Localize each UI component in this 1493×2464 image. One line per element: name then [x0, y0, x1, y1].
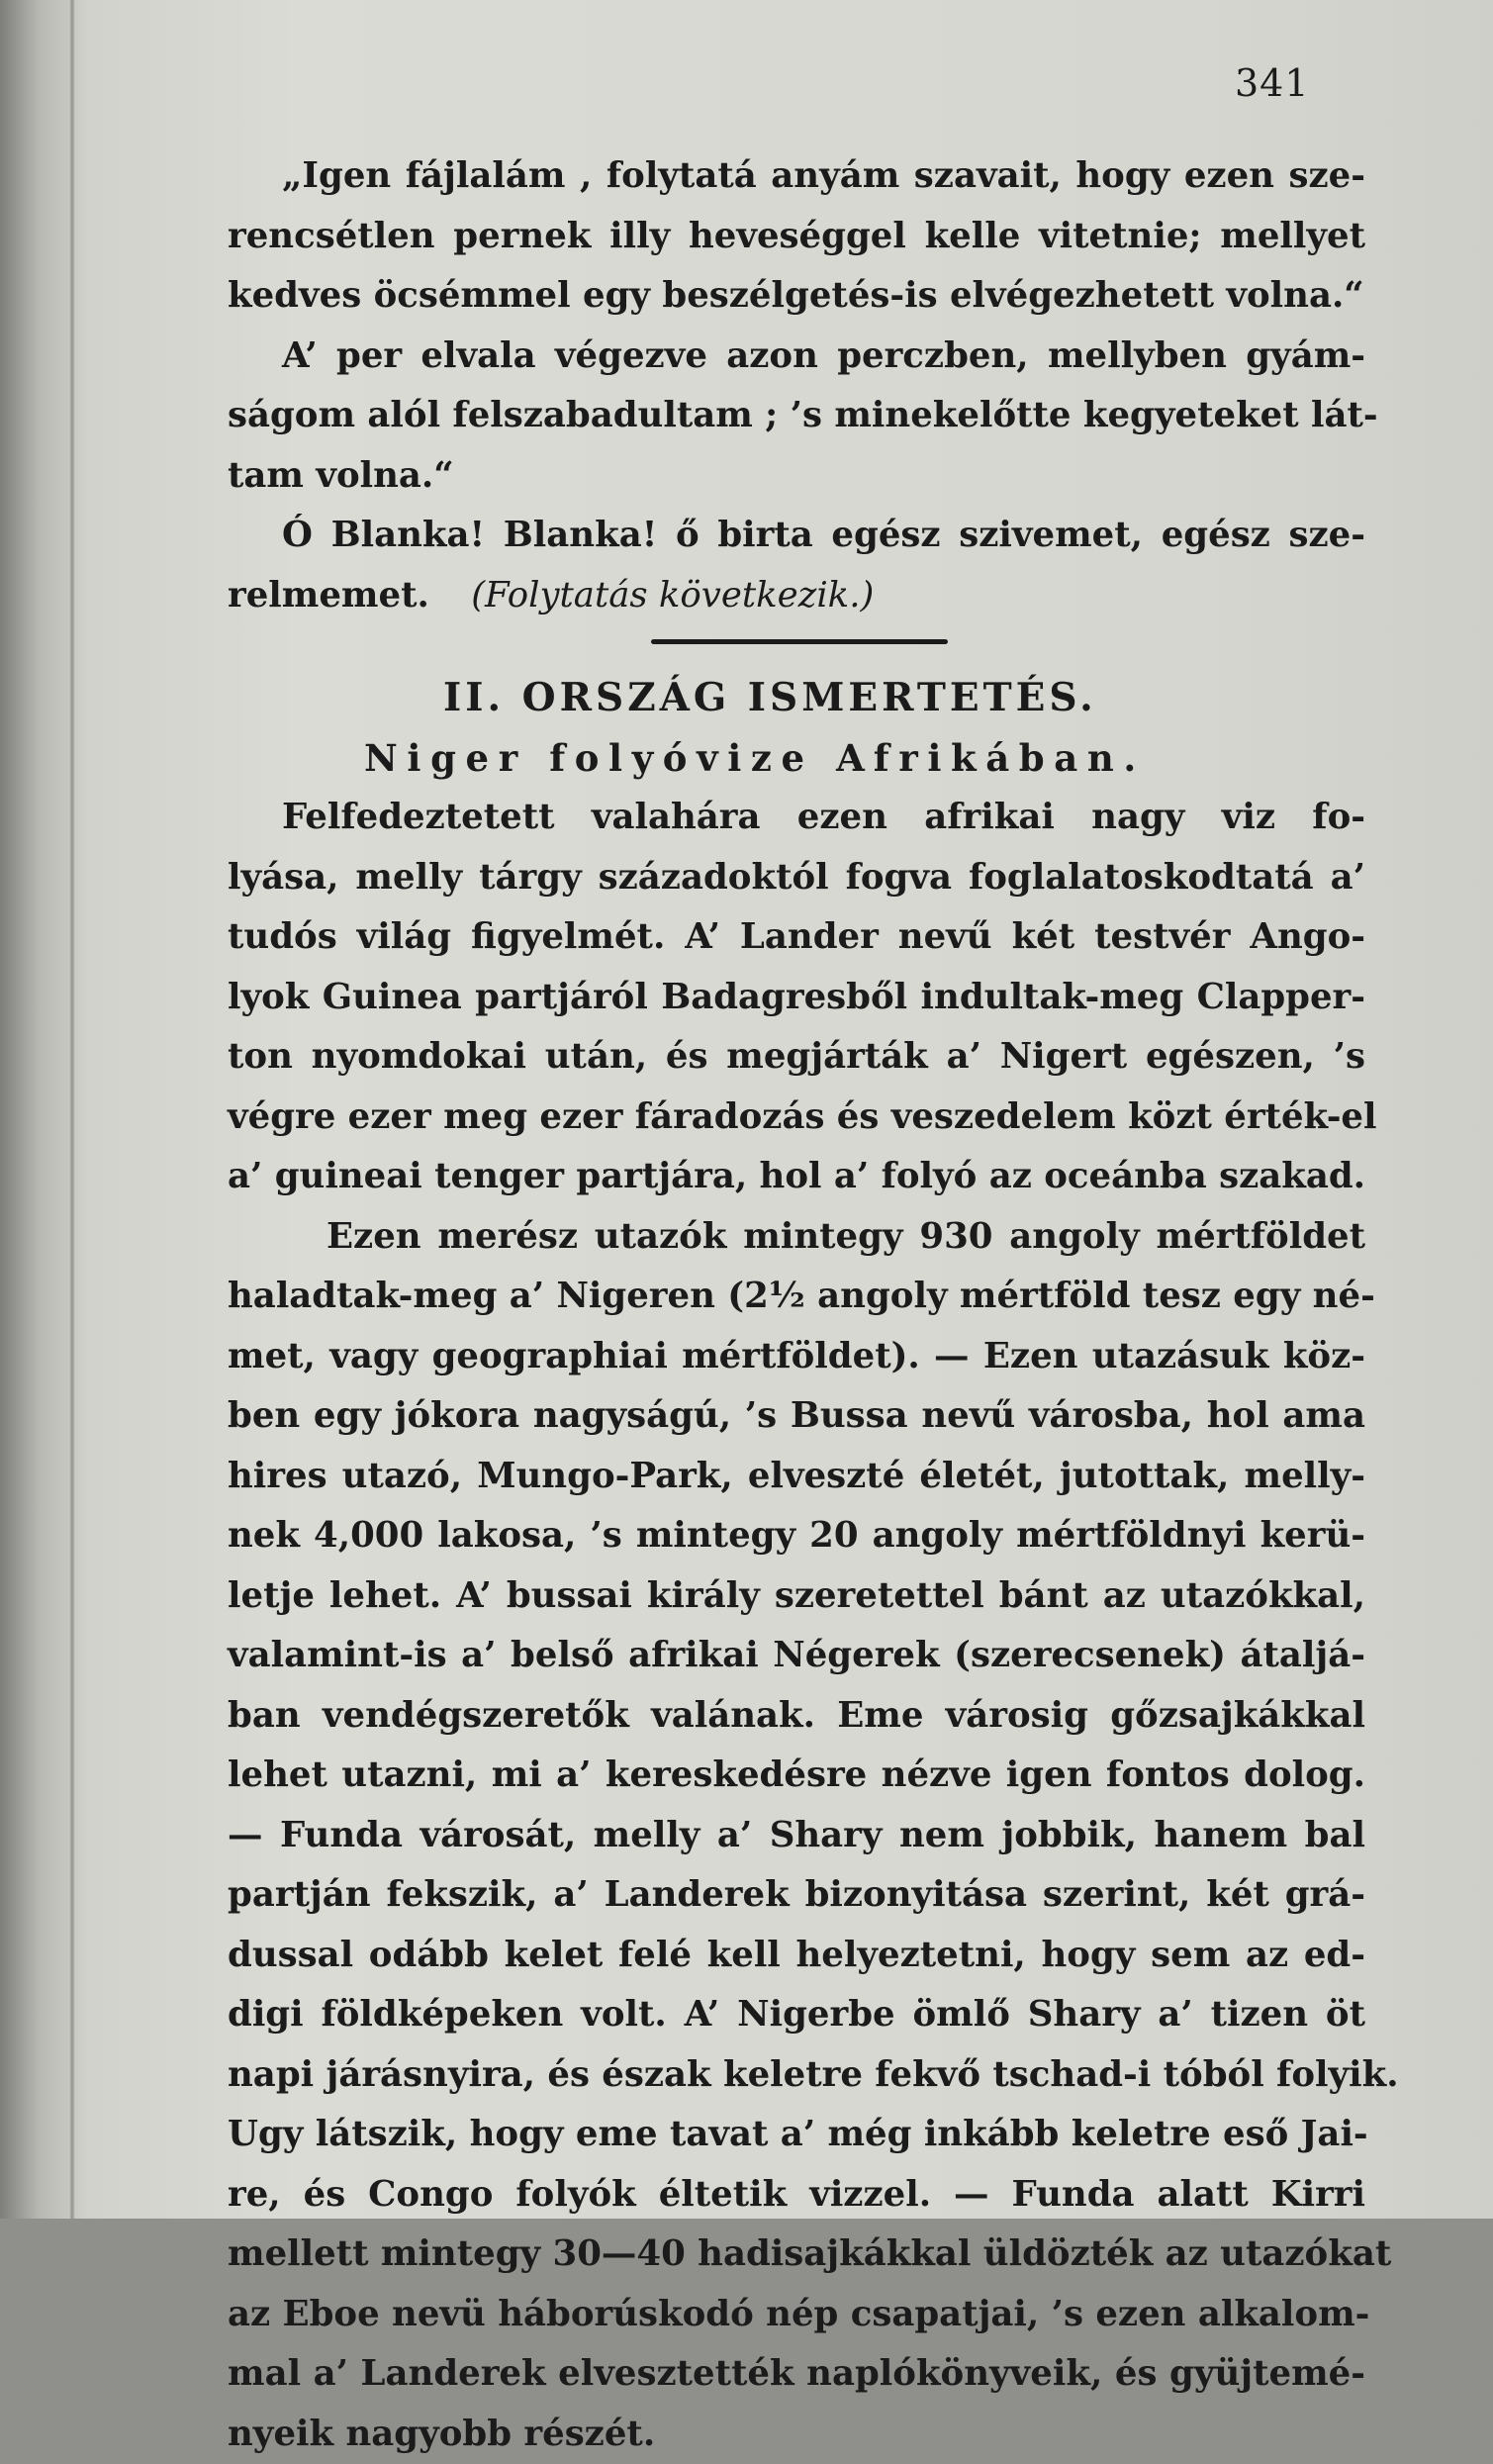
text-line: napi járásnyira, és észak keletre fekvő tschad-i tóból folyik.: [228, 2045, 1365, 2106]
text-line: A’ per elvala végezve azon perczben, mellyben gyám-: [228, 327, 1365, 387]
text-line: hires utazó, Mungo-Park, elveszté életét, jutottak, melly-: [228, 1447, 1365, 1507]
text-line: ságom alól felszabadultam ; ’s minekelőtte kegyeteket lát-: [228, 386, 1365, 446]
text-line: re, és Congo folyók éltetik vizzel. — Funda alatt Kirri: [228, 2165, 1365, 2226]
text-line: Ugy látszik, hogy eme tavat a’ még inkább keletre eső Jai-: [228, 2105, 1365, 2165]
text-line: lyása, melly tárgy századoktól fogva foglalatoskodtatá a’: [228, 848, 1365, 908]
text-block: [228, 146, 1365, 2464]
text-line: Ó Blanka! Blanka! ő birta egész szivemet, egész sze-: [228, 506, 1365, 566]
text-line: kedves öcsémmel egy beszélgetés-is elvégezhetett volna.“: [228, 266, 1365, 327]
text-line: letje lehet. A’ bussai király szeretettel bánt az utazókkal,: [228, 1566, 1365, 1627]
text-line: nek 4,000 lakosa, ’s mintegy 20 angoly mértföldnyi kerü-: [228, 1506, 1365, 1566]
text-line: valamint-is a’ belső afrikai Négerek (szerecsenek) átaljá-: [228, 1626, 1365, 1686]
section-heading: II. ORSZÁG ISMERTETÉS.: [228, 667, 1365, 728]
section-subtitle: Niger folyóvize Afrikában.: [228, 728, 1365, 788]
text-line: partján fekszik, a’ Landerek bizonyitása szerint, két grá-: [228, 1865, 1365, 1926]
text-line: lyok Guinea partjáról Badagresből indultak-meg Clapper-: [228, 968, 1365, 1028]
text-line: digi földképeken volt. A’ Nigerbe ömlő Shary a’ tizen öt: [228, 1985, 1365, 2045]
text-line: az Eboe nevü háborúskodó nép csapatjai, ’s ezen alkalom-: [228, 2285, 1365, 2345]
text-line: a’ guineai tenger partjára, hol a’ folyó az oceánba szakad.: [228, 1147, 1365, 1207]
text-line: „Igen fájlalám , folytatá anyám szavait, hogy ezen sze-: [228, 146, 1365, 207]
text-line: ben egy jókora nagyságú, ’s Bussa nevű városba, hol ama: [228, 1386, 1365, 1447]
text-line: dussal odább kelet felé kell helyeztetni, hogy sem az ed-: [228, 1926, 1365, 1986]
text-line: mal a’ Landerek elvesztették naplókönyveik, és gyüjtemé-: [228, 2344, 1365, 2405]
text-line: lehet utazni, mi a’ kereskedésre nézve igen fontos dolog.: [228, 1746, 1365, 1806]
text-line: végre ezer meg ezer fáradozás és veszedelem közt érték-el: [228, 1088, 1365, 1148]
text-line: Ezen merész utazók mintegy 930 angoly mértföldet: [228, 1207, 1365, 1268]
text-line: [228, 566, 1365, 626]
page-number: 341: [1235, 61, 1310, 105]
page-gutter-shadow: [69, 0, 75, 2219]
text-line: met, vagy geographiai mértföldet). — Ezen utazásuk köz-: [228, 1327, 1365, 1387]
text-line: tam volna.“: [228, 446, 1365, 507]
text-line: ban vendégszeretők valának. Eme városig gőzsajkákkal: [228, 1686, 1365, 1747]
text-line: tudós világ figyelmét. A’ Lander nevű két testvér Ango-: [228, 907, 1365, 968]
text-line: Felfedeztetett valahára ezen afrikai nagy viz fo-: [228, 788, 1365, 848]
continuation-note: (Folytatás következik.): [471, 575, 874, 616]
text-line: mellett mintegy 30—40 hadisajkákkal üldözték az utazókat: [228, 2225, 1365, 2285]
text-fragment: relmemet.: [228, 575, 429, 616]
text-line: rencsétlen pernek illy heveséggel kelle vitetnie; mellyet: [228, 207, 1365, 267]
text-line: haladtak-meg a’ Nigeren (2½ angoly mértföld tesz egy né-: [228, 1267, 1365, 1327]
text-line: ton nyomdokai után, és megjárták a’ Nigert egészen, ’s: [228, 1027, 1365, 1088]
text-line: nyeik nagyobb részét.: [228, 2405, 1365, 2464]
section-divider: [228, 625, 1365, 667]
divider-rule: [651, 639, 948, 644]
text-line: — Funda városát, melly a’ Shary nem jobbik, hanem bal: [228, 1806, 1365, 1866]
